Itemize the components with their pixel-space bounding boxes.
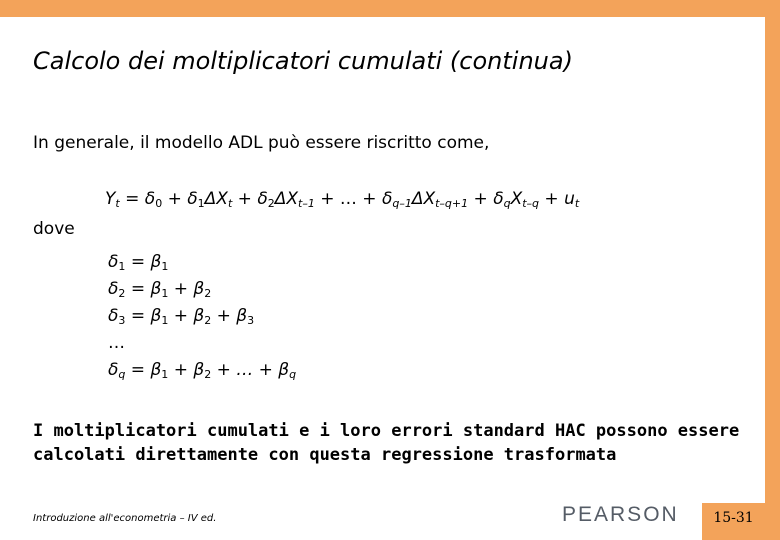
slide (0, 17, 765, 540)
adl-equation: $Y_t = \delta_0 + \delta_1\Delta X_t + \delta_2\Delta X_{t-1}$ + … + $\delta_{q-1}\Delta X_{t-q+1} + \delta_qX_{t-q} + u_t$ (105, 189, 580, 210)
definition-row: $\delta_q = \beta_1 + \beta_2$ + … + $\beta_q$ (108, 360, 297, 381)
pearson-logo: PEARSON (562, 503, 679, 526)
page-number: 15-31 (702, 503, 765, 540)
dove-label: dove (33, 219, 75, 239)
definition-row: $\delta_3 = \beta_1 + \beta_2 + \beta_3$ (108, 306, 255, 327)
definition-row: $\delta_1 = \beta_1$ (108, 252, 169, 273)
conclusion-text: I moltiplicatori cumulati e i loro errori standard HAC possono essere calcolati direttamente con questa regressione trasformata (33, 421, 740, 465)
footer-book-title: Introduzione all'econometria – IV ed. (33, 513, 217, 524)
delta-definitions (108, 249, 296, 384)
definition-row: … (108, 333, 125, 353)
slide-title: Calcolo dei moltiplicatori cumulati (continua) (33, 47, 573, 75)
definition-row: $\delta_2 = \beta_1 + \beta_2$ (108, 279, 212, 300)
intro-text: In generale, il modello ADL può essere riscritto come, (33, 133, 490, 153)
